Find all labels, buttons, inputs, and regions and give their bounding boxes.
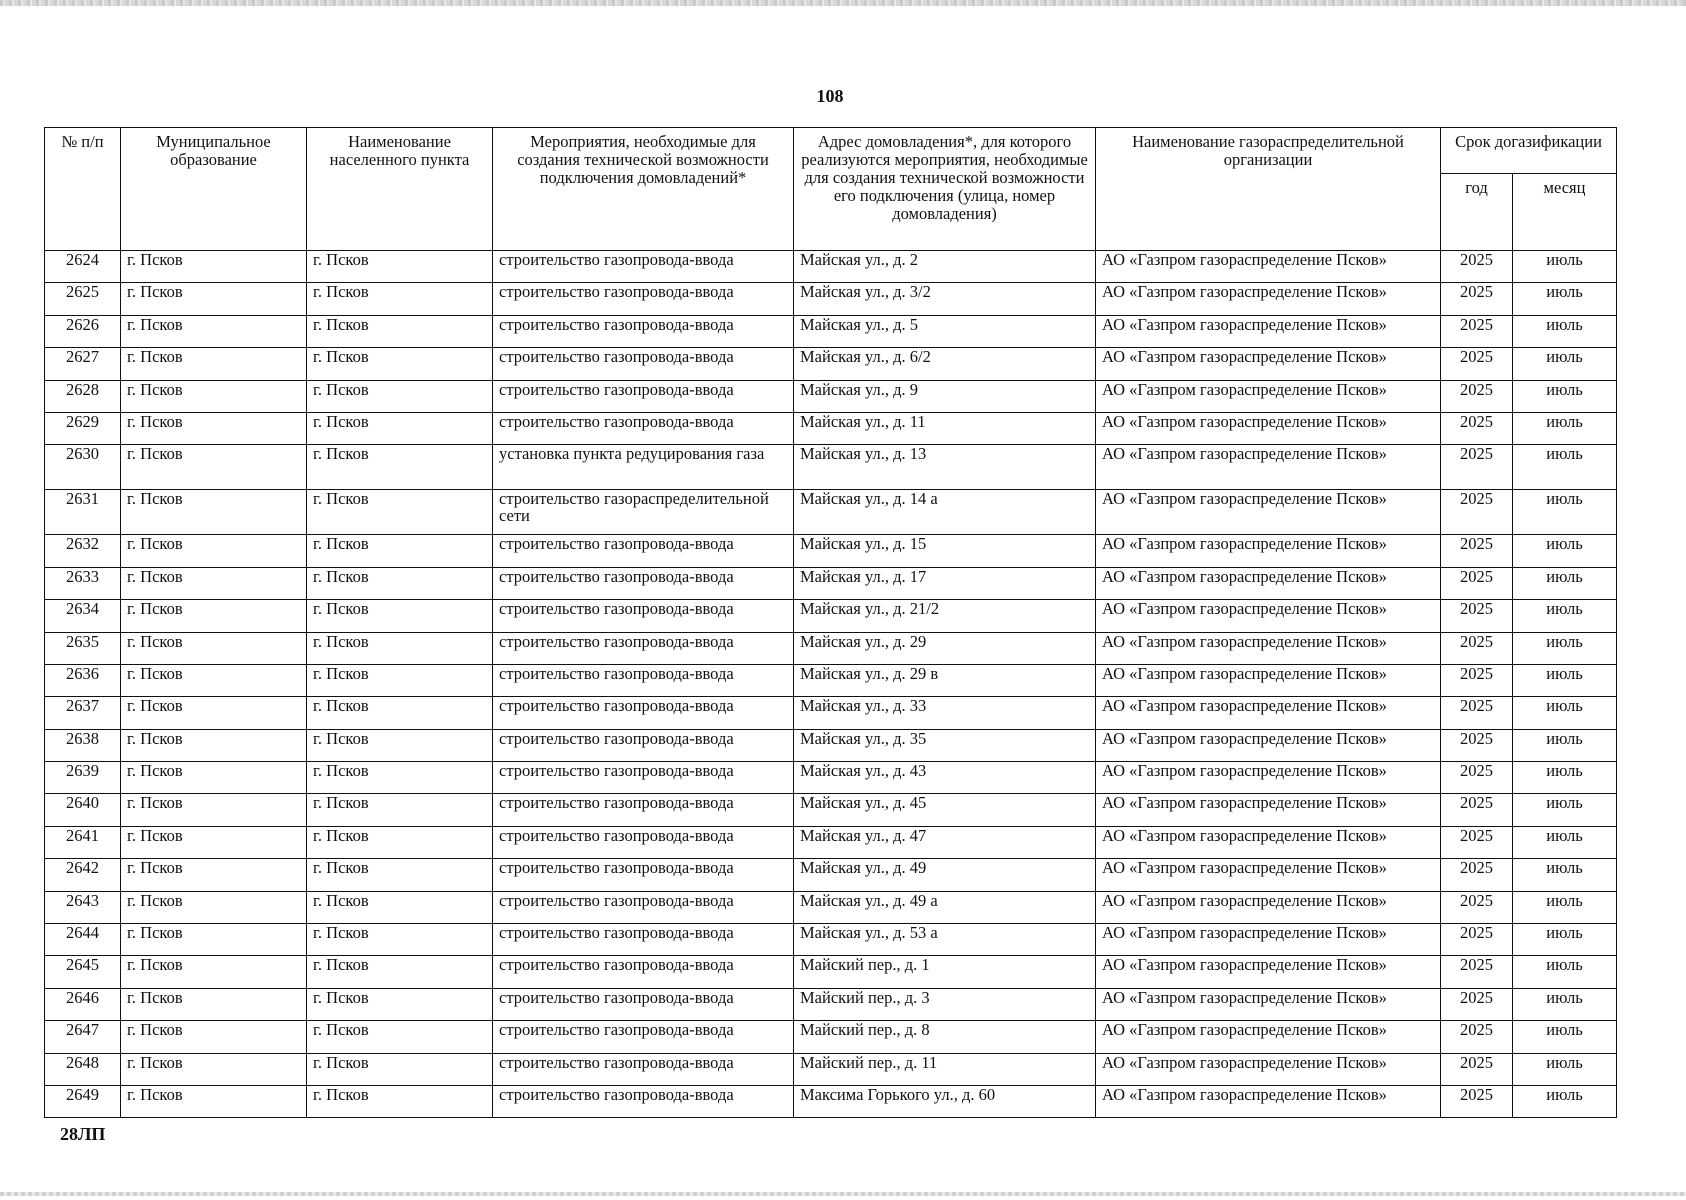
cell-measure: строительство газопровода-ввода	[493, 891, 794, 923]
cell-settlement: г. Псков	[307, 315, 493, 347]
cell-settlement: г. Псков	[307, 251, 493, 283]
table-row	[45, 794, 1617, 826]
cell-num: 2635	[45, 632, 121, 664]
cell-year: 2025	[1441, 445, 1513, 490]
table-row	[45, 924, 1617, 956]
cell-month: июль	[1513, 1053, 1617, 1085]
cell-measure: строительство газопровода-ввода	[493, 283, 794, 315]
table-row	[45, 567, 1617, 599]
cell-organization: АО «Газпром газораспределение Псков»	[1096, 445, 1441, 490]
cell-organization: АО «Газпром газораспределение Псков»	[1096, 859, 1441, 891]
cell-settlement: г. Псков	[307, 283, 493, 315]
cell-settlement: г. Псков	[307, 762, 493, 794]
cell-settlement: г. Псков	[307, 697, 493, 729]
cell-measure: строительство газопровода-ввода	[493, 1021, 794, 1053]
cell-municipality: г. Псков	[121, 535, 307, 567]
cell-measure: строительство газопровода-ввода	[493, 697, 794, 729]
cell-municipality: г. Псков	[121, 729, 307, 761]
cell-organization: АО «Газпром газораспределение Псков»	[1096, 988, 1441, 1020]
cell-year: 2025	[1441, 283, 1513, 315]
cell-month: июль	[1513, 729, 1617, 761]
cell-measure: строительство газопровода-ввода	[493, 988, 794, 1020]
table-header	[45, 128, 1617, 251]
header-year: год	[1441, 174, 1513, 251]
cell-year: 2025	[1441, 859, 1513, 891]
cell-num: 2644	[45, 924, 121, 956]
cell-municipality: г. Псков	[121, 1053, 307, 1085]
cell-measure: строительство газопровода-ввода	[493, 826, 794, 858]
cell-month: июль	[1513, 924, 1617, 956]
cell-settlement: г. Псков	[307, 664, 493, 696]
cell-settlement: г. Псков	[307, 348, 493, 380]
cell-year: 2025	[1441, 412, 1513, 444]
cell-year: 2025	[1441, 826, 1513, 858]
cell-municipality: г. Псков	[121, 600, 307, 632]
cell-settlement: г. Псков	[307, 445, 493, 490]
table-row	[45, 380, 1617, 412]
cell-municipality: г. Псков	[121, 956, 307, 988]
cell-municipality: г. Псков	[121, 632, 307, 664]
cell-address: Майская ул., д. 9	[794, 380, 1096, 412]
cell-measure: строительство газопровода-ввода	[493, 664, 794, 696]
cell-num: 2646	[45, 988, 121, 1020]
cell-month: июль	[1513, 988, 1617, 1020]
cell-num: 2633	[45, 567, 121, 599]
cell-year: 2025	[1441, 988, 1513, 1020]
cell-organization: АО «Газпром газораспределение Псков»	[1096, 794, 1441, 826]
cell-measure: строительство газопровода-ввода	[493, 600, 794, 632]
table-row	[45, 283, 1617, 315]
cell-municipality: г. Псков	[121, 762, 307, 794]
cell-year: 2025	[1441, 632, 1513, 664]
cell-organization: АО «Газпром газораспределение Псков»	[1096, 251, 1441, 283]
gasification-table	[44, 127, 1617, 1118]
cell-settlement: г. Псков	[307, 891, 493, 923]
cell-month: июль	[1513, 697, 1617, 729]
table-row	[45, 891, 1617, 923]
table-row	[45, 1085, 1617, 1117]
cell-settlement: г. Псков	[307, 600, 493, 632]
cell-address: Майская ул., д. 49 а	[794, 891, 1096, 923]
cell-address: Майская ул., д. 13	[794, 445, 1096, 490]
table-row	[45, 956, 1617, 988]
cell-municipality: г. Псков	[121, 412, 307, 444]
table-row	[45, 412, 1617, 444]
cell-year: 2025	[1441, 315, 1513, 347]
cell-organization: АО «Газпром газораспределение Псков»	[1096, 891, 1441, 923]
cell-year: 2025	[1441, 1053, 1513, 1085]
cell-municipality: г. Псков	[121, 924, 307, 956]
cell-organization: АО «Газпром газораспределение Псков»	[1096, 664, 1441, 696]
cell-address: Майская ул., д. 53 а	[794, 924, 1096, 956]
table-row	[45, 632, 1617, 664]
cell-settlement: г. Псков	[307, 632, 493, 664]
cell-year: 2025	[1441, 348, 1513, 380]
cell-measure: строительство газопровода-ввода	[493, 762, 794, 794]
cell-year: 2025	[1441, 1085, 1513, 1117]
cell-measure: строительство газопровода-ввода	[493, 535, 794, 567]
table-row	[45, 859, 1617, 891]
cell-month: июль	[1513, 826, 1617, 858]
cell-organization: АО «Газпром газораспределение Псков»	[1096, 567, 1441, 599]
cell-measure: строительство газопровода-ввода	[493, 924, 794, 956]
cell-month: июль	[1513, 1021, 1617, 1053]
cell-organization: АО «Газпром газораспределение Псков»	[1096, 1085, 1441, 1117]
cell-measure: строительство газопровода-ввода	[493, 567, 794, 599]
cell-municipality: г. Псков	[121, 794, 307, 826]
table-row	[45, 535, 1617, 567]
header-organization: Наименование газораспределительной организации	[1096, 128, 1441, 251]
cell-month: июль	[1513, 891, 1617, 923]
cell-settlement: г. Псков	[307, 1021, 493, 1053]
cell-year: 2025	[1441, 891, 1513, 923]
cell-year: 2025	[1441, 535, 1513, 567]
cell-num: 2632	[45, 535, 121, 567]
page-number: 108	[816, 86, 844, 106]
cell-organization: АО «Газпром газораспределение Псков»	[1096, 315, 1441, 347]
cell-municipality: г. Псков	[121, 891, 307, 923]
cell-settlement: г. Псков	[307, 794, 493, 826]
cell-num: 2636	[45, 664, 121, 696]
cell-month: июль	[1513, 664, 1617, 696]
cell-month: июль	[1513, 632, 1617, 664]
footer-document-code: 28ЛП	[60, 1124, 106, 1144]
cell-settlement: г. Псков	[307, 826, 493, 858]
cell-num: 2624	[45, 251, 121, 283]
table-body	[45, 251, 1617, 1118]
cell-municipality: г. Псков	[121, 859, 307, 891]
cell-organization: АО «Газпром газораспределение Псков»	[1096, 490, 1441, 535]
cell-measure: строительство газопровода-ввода	[493, 380, 794, 412]
cell-month: июль	[1513, 600, 1617, 632]
cell-address: Майская ул., д. 6/2	[794, 348, 1096, 380]
cell-measure: строительство газопровода-ввода	[493, 632, 794, 664]
cell-organization: АО «Газпром газораспределение Псков»	[1096, 600, 1441, 632]
cell-measure: строительство газопровода-ввода	[493, 315, 794, 347]
cell-address: Майская ул., д. 33	[794, 697, 1096, 729]
cell-year: 2025	[1441, 251, 1513, 283]
cell-address: Майская ул., д. 49	[794, 859, 1096, 891]
cell-year: 2025	[1441, 600, 1513, 632]
cell-settlement: г. Псков	[307, 924, 493, 956]
table-row	[45, 762, 1617, 794]
cell-municipality: г. Псков	[121, 380, 307, 412]
cell-num: 2639	[45, 762, 121, 794]
cell-num: 2645	[45, 956, 121, 988]
header-municipality: Муниципальное образование	[121, 128, 307, 251]
cell-municipality: г. Псков	[121, 988, 307, 1020]
cell-organization: АО «Газпром газораспределение Псков»	[1096, 283, 1441, 315]
cell-num: 2649	[45, 1085, 121, 1117]
cell-organization: АО «Газпром газораспределение Псков»	[1096, 380, 1441, 412]
cell-municipality: г. Псков	[121, 1085, 307, 1117]
cell-num: 2634	[45, 600, 121, 632]
cell-measure: строительство газопровода-ввода	[493, 729, 794, 761]
cell-organization: АО «Газпром газораспределение Псков»	[1096, 1021, 1441, 1053]
cell-month: июль	[1513, 412, 1617, 444]
cell-municipality: г. Псков	[121, 490, 307, 535]
cell-measure: строительство газораспределительной сети	[493, 490, 794, 535]
header-settlement: Наименование населенного пункта	[307, 128, 493, 251]
cell-settlement: г. Псков	[307, 380, 493, 412]
cell-address: Майский пер., д. 8	[794, 1021, 1096, 1053]
header-month: месяц	[1513, 174, 1617, 251]
header-address: Адрес домовладения*, для которого реализуются мероприятия, необходимые для создания технической возможности его подключения (улица, номер домовладения)	[794, 128, 1096, 251]
cell-municipality: г. Псков	[121, 348, 307, 380]
cell-municipality: г. Псков	[121, 826, 307, 858]
cell-settlement: г. Псков	[307, 535, 493, 567]
cell-num: 2627	[45, 348, 121, 380]
cell-month: июль	[1513, 490, 1617, 535]
cell-address: Майская ул., д. 21/2	[794, 600, 1096, 632]
cell-num: 2648	[45, 1053, 121, 1085]
cell-settlement: г. Псков	[307, 859, 493, 891]
cell-num: 2626	[45, 315, 121, 347]
cell-num: 2638	[45, 729, 121, 761]
table-row	[45, 1021, 1617, 1053]
cell-month: июль	[1513, 315, 1617, 347]
cell-municipality: г. Псков	[121, 315, 307, 347]
cell-address: Майский пер., д. 1	[794, 956, 1096, 988]
cell-month: июль	[1513, 283, 1617, 315]
cell-month: июль	[1513, 445, 1617, 490]
cell-month: июль	[1513, 794, 1617, 826]
table-row	[45, 697, 1617, 729]
table-row	[45, 348, 1617, 380]
cell-num: 2647	[45, 1021, 121, 1053]
cell-year: 2025	[1441, 729, 1513, 761]
cell-year: 2025	[1441, 1021, 1513, 1053]
table-row	[45, 251, 1617, 283]
cell-address: Майский пер., д. 3	[794, 988, 1096, 1020]
table-row	[45, 315, 1617, 347]
cell-month: июль	[1513, 380, 1617, 412]
cell-month: июль	[1513, 251, 1617, 283]
cell-num: 2631	[45, 490, 121, 535]
table-row	[45, 1053, 1617, 1085]
cell-municipality: г. Псков	[121, 1021, 307, 1053]
cell-municipality: г. Псков	[121, 283, 307, 315]
cell-measure: строительство газопровода-ввода	[493, 348, 794, 380]
table-row	[45, 600, 1617, 632]
table-row	[45, 729, 1617, 761]
header-measures: Мероприятия, необходимые для создания технической возможности подключения домовладений*	[493, 128, 794, 251]
cell-settlement: г. Псков	[307, 988, 493, 1020]
cell-organization: АО «Газпром газораспределение Псков»	[1096, 535, 1441, 567]
cell-organization: АО «Газпром газораспределение Псков»	[1096, 956, 1441, 988]
table-row	[45, 988, 1617, 1020]
cell-measure: строительство газопровода-ввода	[493, 956, 794, 988]
cell-num: 2628	[45, 380, 121, 412]
cell-measure: строительство газопровода-ввода	[493, 1053, 794, 1085]
scan-edge-bottom	[0, 1192, 1686, 1196]
cell-num: 2637	[45, 697, 121, 729]
cell-municipality: г. Псков	[121, 697, 307, 729]
cell-month: июль	[1513, 956, 1617, 988]
cell-year: 2025	[1441, 924, 1513, 956]
cell-year: 2025	[1441, 490, 1513, 535]
header-num: № п/п	[45, 128, 121, 251]
cell-settlement: г. Псков	[307, 1053, 493, 1085]
cell-municipality: г. Псков	[121, 445, 307, 490]
cell-num: 2629	[45, 412, 121, 444]
cell-address: Майская ул., д. 17	[794, 567, 1096, 599]
cell-measure: строительство газопровода-ввода	[493, 1085, 794, 1117]
cell-address: Майская ул., д. 2	[794, 251, 1096, 283]
cell-municipality: г. Псков	[121, 251, 307, 283]
scan-edge-top	[0, 0, 1686, 6]
cell-address: Майская ул., д. 15	[794, 535, 1096, 567]
cell-address: Майская ул., д. 45	[794, 794, 1096, 826]
cell-month: июль	[1513, 535, 1617, 567]
cell-num: 2642	[45, 859, 121, 891]
cell-address: Максима Горького ул., д. 60	[794, 1085, 1096, 1117]
cell-organization: АО «Газпром газораспределение Псков»	[1096, 412, 1441, 444]
cell-year: 2025	[1441, 380, 1513, 412]
cell-month: июль	[1513, 348, 1617, 380]
cell-measure: установка пункта редуцирования газа	[493, 445, 794, 490]
cell-num: 2625	[45, 283, 121, 315]
cell-address: Майская ул., д. 29	[794, 632, 1096, 664]
cell-organization: АО «Газпром газораспределение Псков»	[1096, 632, 1441, 664]
cell-address: Майская ул., д. 5	[794, 315, 1096, 347]
cell-address: Майская ул., д. 29 в	[794, 664, 1096, 696]
cell-year: 2025	[1441, 567, 1513, 599]
cell-year: 2025	[1441, 956, 1513, 988]
cell-address: Майская ул., д. 47	[794, 826, 1096, 858]
cell-num: 2640	[45, 794, 121, 826]
cell-year: 2025	[1441, 664, 1513, 696]
cell-measure: строительство газопровода-ввода	[493, 859, 794, 891]
cell-address: Майская ул., д. 3/2	[794, 283, 1096, 315]
cell-measure: строительство газопровода-ввода	[493, 412, 794, 444]
cell-address: Майская ул., д. 43	[794, 762, 1096, 794]
cell-measure: строительство газопровода-ввода	[493, 794, 794, 826]
cell-organization: АО «Газпром газораспределение Псков»	[1096, 729, 1441, 761]
cell-municipality: г. Псков	[121, 664, 307, 696]
cell-organization: АО «Газпром газораспределение Псков»	[1096, 924, 1441, 956]
cell-settlement: г. Псков	[307, 956, 493, 988]
cell-year: 2025	[1441, 697, 1513, 729]
cell-organization: АО «Газпром газораспределение Псков»	[1096, 697, 1441, 729]
cell-month: июль	[1513, 567, 1617, 599]
cell-settlement: г. Псков	[307, 567, 493, 599]
table-row	[45, 445, 1617, 490]
table-row	[45, 490, 1617, 535]
cell-organization: АО «Газпром газораспределение Псков»	[1096, 348, 1441, 380]
cell-address: Майская ул., д. 14 а	[794, 490, 1096, 535]
cell-settlement: г. Псков	[307, 1085, 493, 1117]
cell-settlement: г. Псков	[307, 490, 493, 535]
cell-month: июль	[1513, 859, 1617, 891]
cell-address: Майская ул., д. 35	[794, 729, 1096, 761]
cell-num: 2641	[45, 826, 121, 858]
cell-municipality: г. Псков	[121, 567, 307, 599]
cell-address: Майский пер., д. 11	[794, 1053, 1096, 1085]
header-deadline: Срок догазификации	[1441, 128, 1617, 174]
cell-num: 2630	[45, 445, 121, 490]
cell-organization: АО «Газпром газораспределение Псков»	[1096, 762, 1441, 794]
cell-year: 2025	[1441, 762, 1513, 794]
cell-organization: АО «Газпром газораспределение Псков»	[1096, 1053, 1441, 1085]
cell-num: 2643	[45, 891, 121, 923]
table-row	[45, 664, 1617, 696]
table-row	[45, 826, 1617, 858]
cell-year: 2025	[1441, 794, 1513, 826]
cell-measure: строительство газопровода-ввода	[493, 251, 794, 283]
cell-settlement: г. Псков	[307, 412, 493, 444]
cell-address: Майская ул., д. 11	[794, 412, 1096, 444]
cell-month: июль	[1513, 1085, 1617, 1117]
cell-organization: АО «Газпром газораспределение Псков»	[1096, 826, 1441, 858]
cell-settlement: г. Псков	[307, 729, 493, 761]
cell-month: июль	[1513, 762, 1617, 794]
